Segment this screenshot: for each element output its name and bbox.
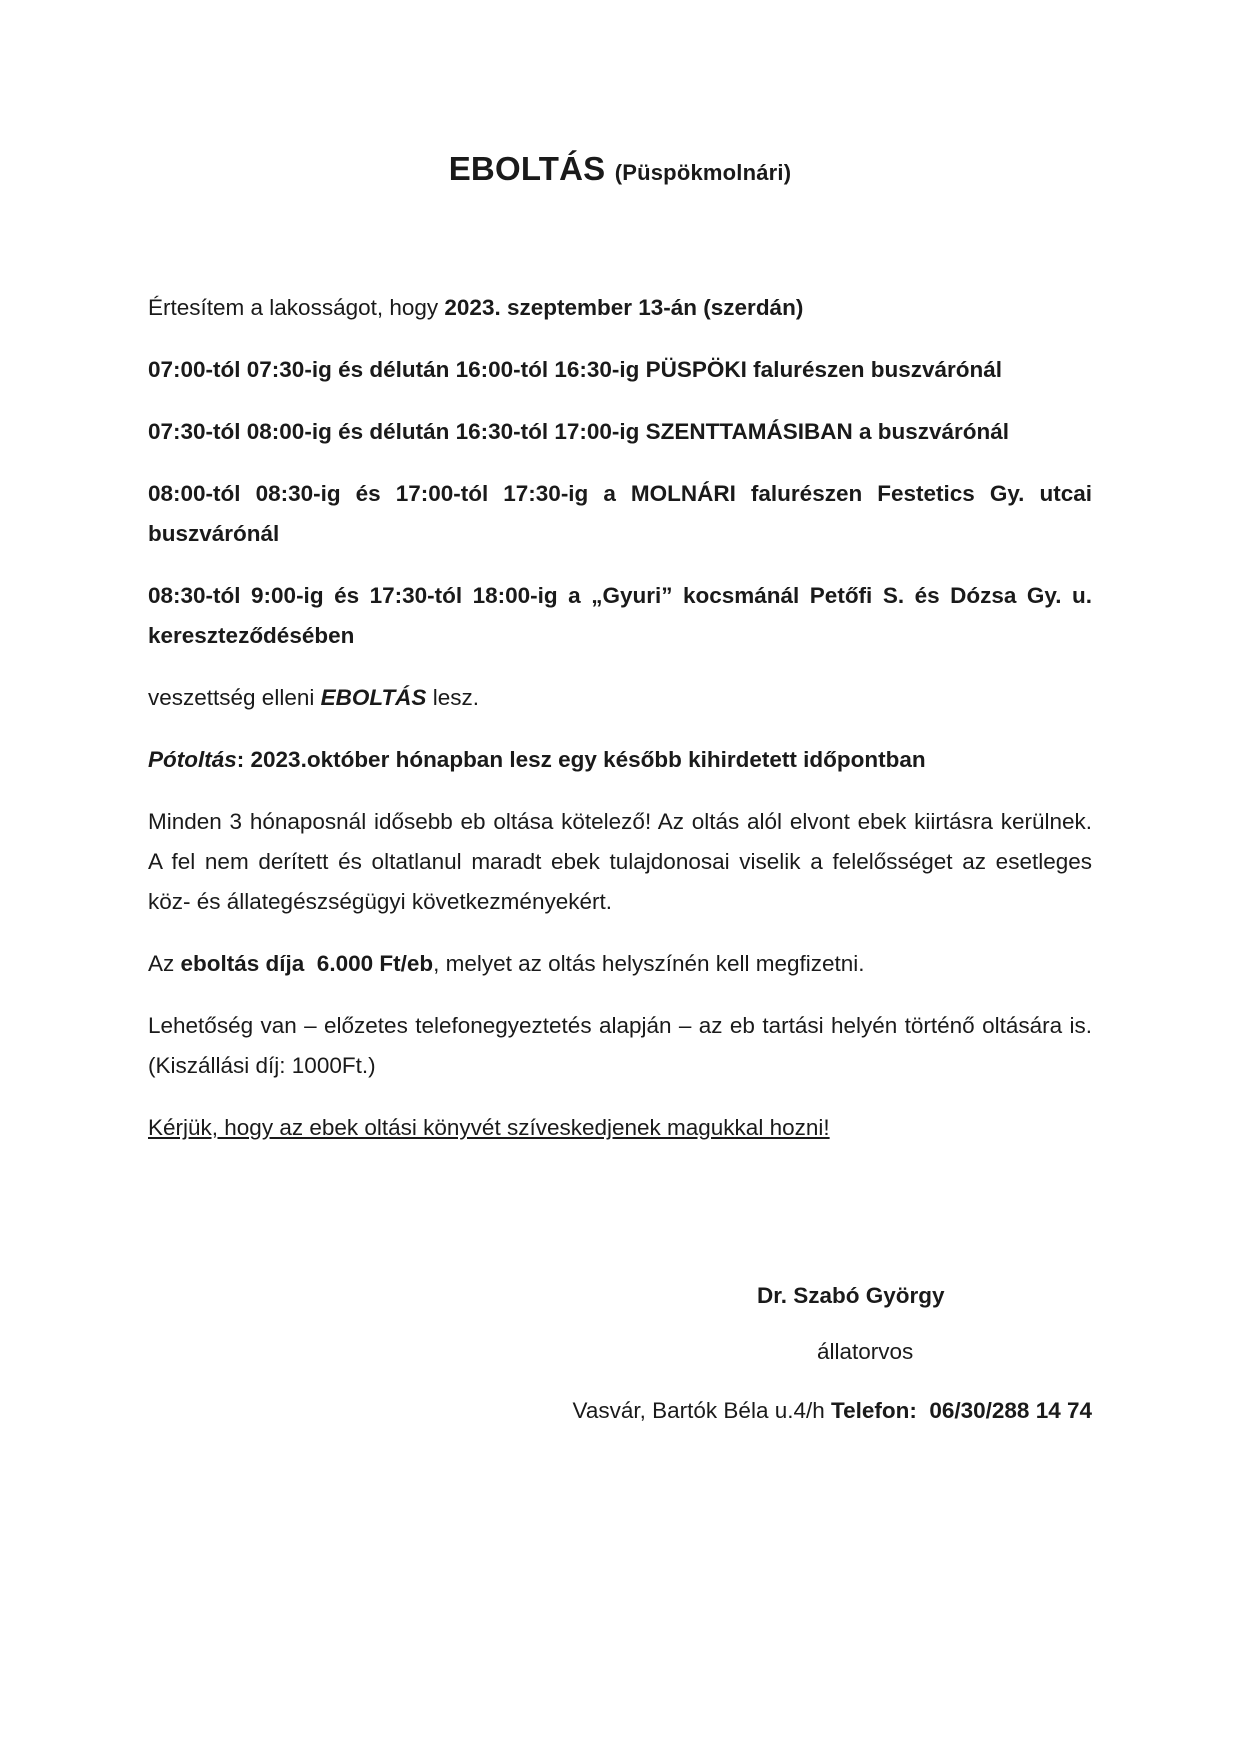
title-main: EBOLTÁS [448, 150, 606, 187]
fee-prefix: Az [148, 951, 181, 976]
page-title [0, 150, 1240, 188]
notice-body [148, 288, 1092, 1170]
makeup-colon: : [236, 747, 251, 772]
signature-phone: Telefon: 06/30/288 14 74 [831, 1398, 1092, 1423]
rabies-prefix: veszettség elleni [148, 685, 321, 710]
signature-name: Dr. Szabó György [757, 1283, 945, 1308]
fee-label: eboltás díja 6.000 Ft/eb [180, 951, 434, 976]
signature-address: Vasvár, Bartók Béla u.4/h [572, 1398, 832, 1423]
title-sub: (Püspökmolnári) [614, 160, 792, 185]
makeup-label: Pótoltás [148, 747, 237, 772]
request-paragraph: Kérjük, hogy az ebek oltási könyvét szíveskedjenek magukkal hozni! [148, 1115, 830, 1140]
schedule-item-1: 07:00-tól 07:30-ig és délután 16:00-tól 16:30-ig PÜSPÖKI falurészen buszvárónál [148, 357, 1003, 382]
schedule-item-3: 08:00-tól 08:30-ig és 17:00-tól 17:30-ig a MOLNÁRI falurészen Festetics Gy. utcai buszvárónál [148, 481, 1092, 546]
rabies-emph: EBOLTÁS [320, 685, 427, 710]
makeup-text: 2023.október hónapban lesz egy később kihirdetett időpontban [250, 747, 926, 772]
intro-paragraph [148, 288, 1092, 328]
schedule-item-4: 08:30-tól 9:00-ig és 17:30-tól 18:00-ig a „Gyuri” kocsmánál Petőfi S. és Dózsa Gy. u. kereszteződésében [148, 583, 1092, 648]
mandatory-paragraph: Minden 3 hónaposnál idősebb eb oltása kötelező! Az oltás alól elvont ebek kiirtásra kerülnek. A fel nem derített és oltatlanul maradt ebek tulajdonosai viselik a felelősséget az esetleges köz- és állategészségügyi következményekért. [148, 809, 1092, 914]
signature-address-line [573, 1398, 1092, 1424]
fee-paragraph [148, 944, 1092, 984]
intro-text: Értesítem a lakosságot, hogy [148, 295, 445, 320]
intro-date: 2023. szeptember 13-án (szerdán) [444, 295, 804, 320]
schedule-item-2: 07:30-tól 08:00-ig és délután 16:30-tól 17:00-ig SZENTTAMÁSIBAN a buszvárónál [148, 419, 1010, 444]
fee-suffix: , melyet az oltás helyszínén kell megfizetni. [433, 951, 865, 976]
rabies-paragraph [148, 678, 1092, 718]
rabies-suffix: lesz. [426, 685, 479, 710]
home-visit-paragraph: Lehetőség van – előzetes telefonegyeztetés alapján – az eb tartási helyén történő oltására is.(Kiszállási díj: 1000Ft.) [148, 1013, 1092, 1078]
makeup-paragraph [148, 740, 1092, 780]
signature-role: állatorvos [817, 1339, 914, 1364]
